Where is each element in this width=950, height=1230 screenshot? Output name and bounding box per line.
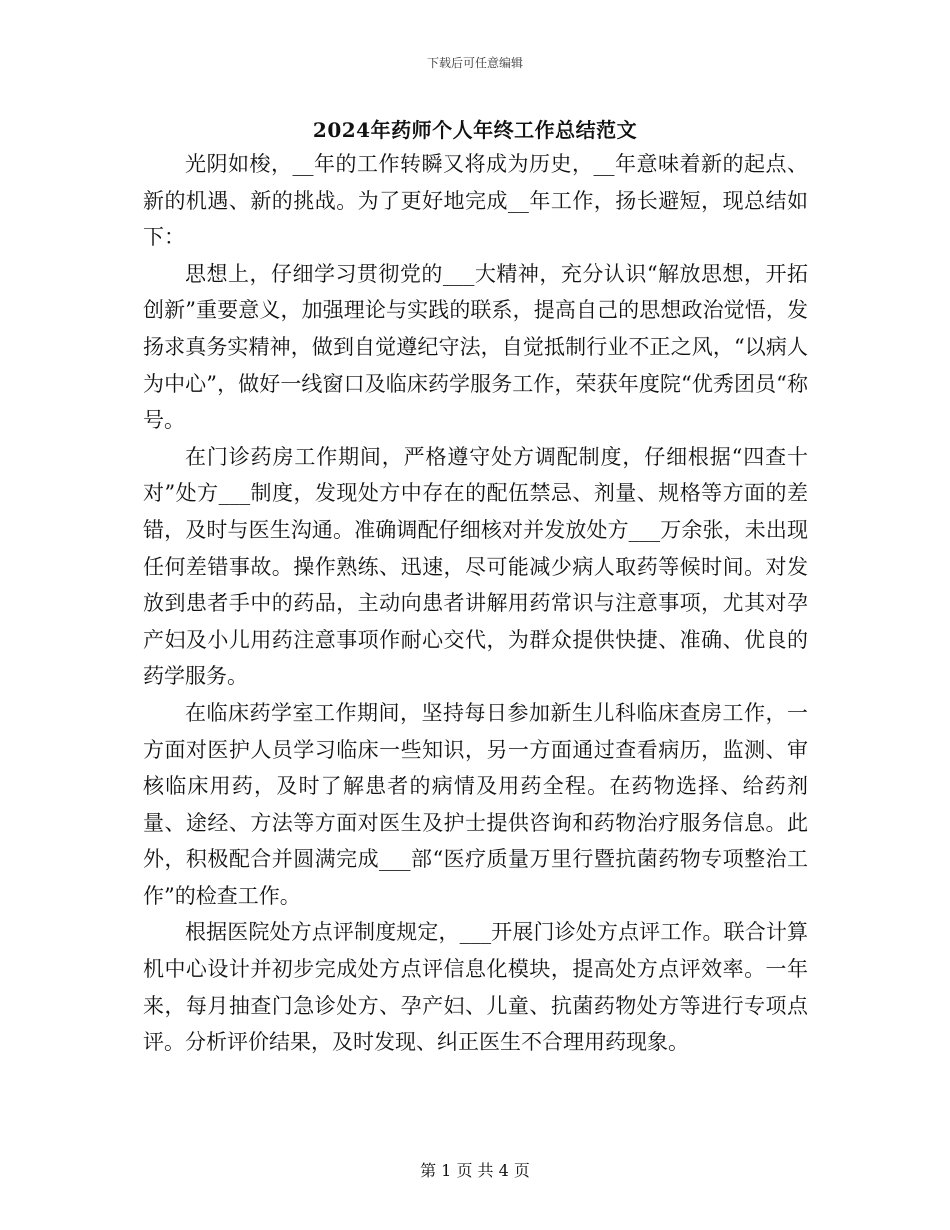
page-number-footer: 第 1 页 共 4 页 bbox=[420, 1161, 530, 1180]
paragraph-intro: 光阴如梭，__年的工作转瞬又将成为历史，__年意味着新的起点、新的机遇、新的挑战。为了更好地完成__年工作，扬长避短，现总结如下： bbox=[143, 152, 808, 250]
document-title: 2024年药师个人年终工作总结范文 bbox=[312, 118, 638, 142]
paragraph-prescription-review: 根据医院处方点评制度规定，___开展门诊处方点评工作。联合计算机中心设计并初步完成处方点评信息化模块，提高处方点评效率。一年来，每月抽查门急诊处方、孕产妇、儿童、抗菌药物处方等进行专项点评。分析评价结果，及时发现、纠正医生不合理用药现象。 bbox=[143, 920, 808, 1055]
page-header-note: 下载后可任意编辑 bbox=[426, 56, 523, 70]
document-body bbox=[143, 146, 808, 1061]
paragraph-outpatient-pharmacy: 在门诊药房工作期间，严格遵守处方调配制度，仔细根据“四查十对”处方___制度，发现处方中存在的配伍禁忌、剂量、规格等方面的差错，及时与医生沟通。准确调配仔细核对并发放处方___万余张，未出现任何差错事故。操作熟练、迅速，尽可能减少病人取药等候时间。对发放到患者手中的药品，主动向患者讲解用药常识与注意事项，尤其对孕产妇及小儿用药注意事项作耐心交代，为群众提供快捷、准确、优良的药学服务。 bbox=[143, 444, 808, 689]
paragraph-ideology: 思想上，仔细学习贯彻党的___大精神，充分认识“解放思想，开拓创新”重要意义，加强理论与实践的联系，提高自己的思想政治觉悟，发扬求真务实精神，做到自觉遵纪守法，自觉抵制行业不正之风，“以病人为中心”，做好一线窗口及临床药学服务工作，荣获年度院“优秀团员“称号。 bbox=[143, 261, 808, 433]
paragraph-clinical-pharmacy: 在临床药学室工作期间，坚持每日参加新生儿科临床查房工作，一方面对医护人员学习临床一些知识，另一方面通过查看病历，监测、审核临床用药，及时了解患者的病情及用药全程。在药物选择、给药剂量、途经、方法等方面对医生及护士提供咨询和药物治疗服务信息。此外，积极配合并圆满完成___部“医疗质量万里行暨抗菌药物专项整治工作”的检查工作。 bbox=[143, 700, 808, 908]
